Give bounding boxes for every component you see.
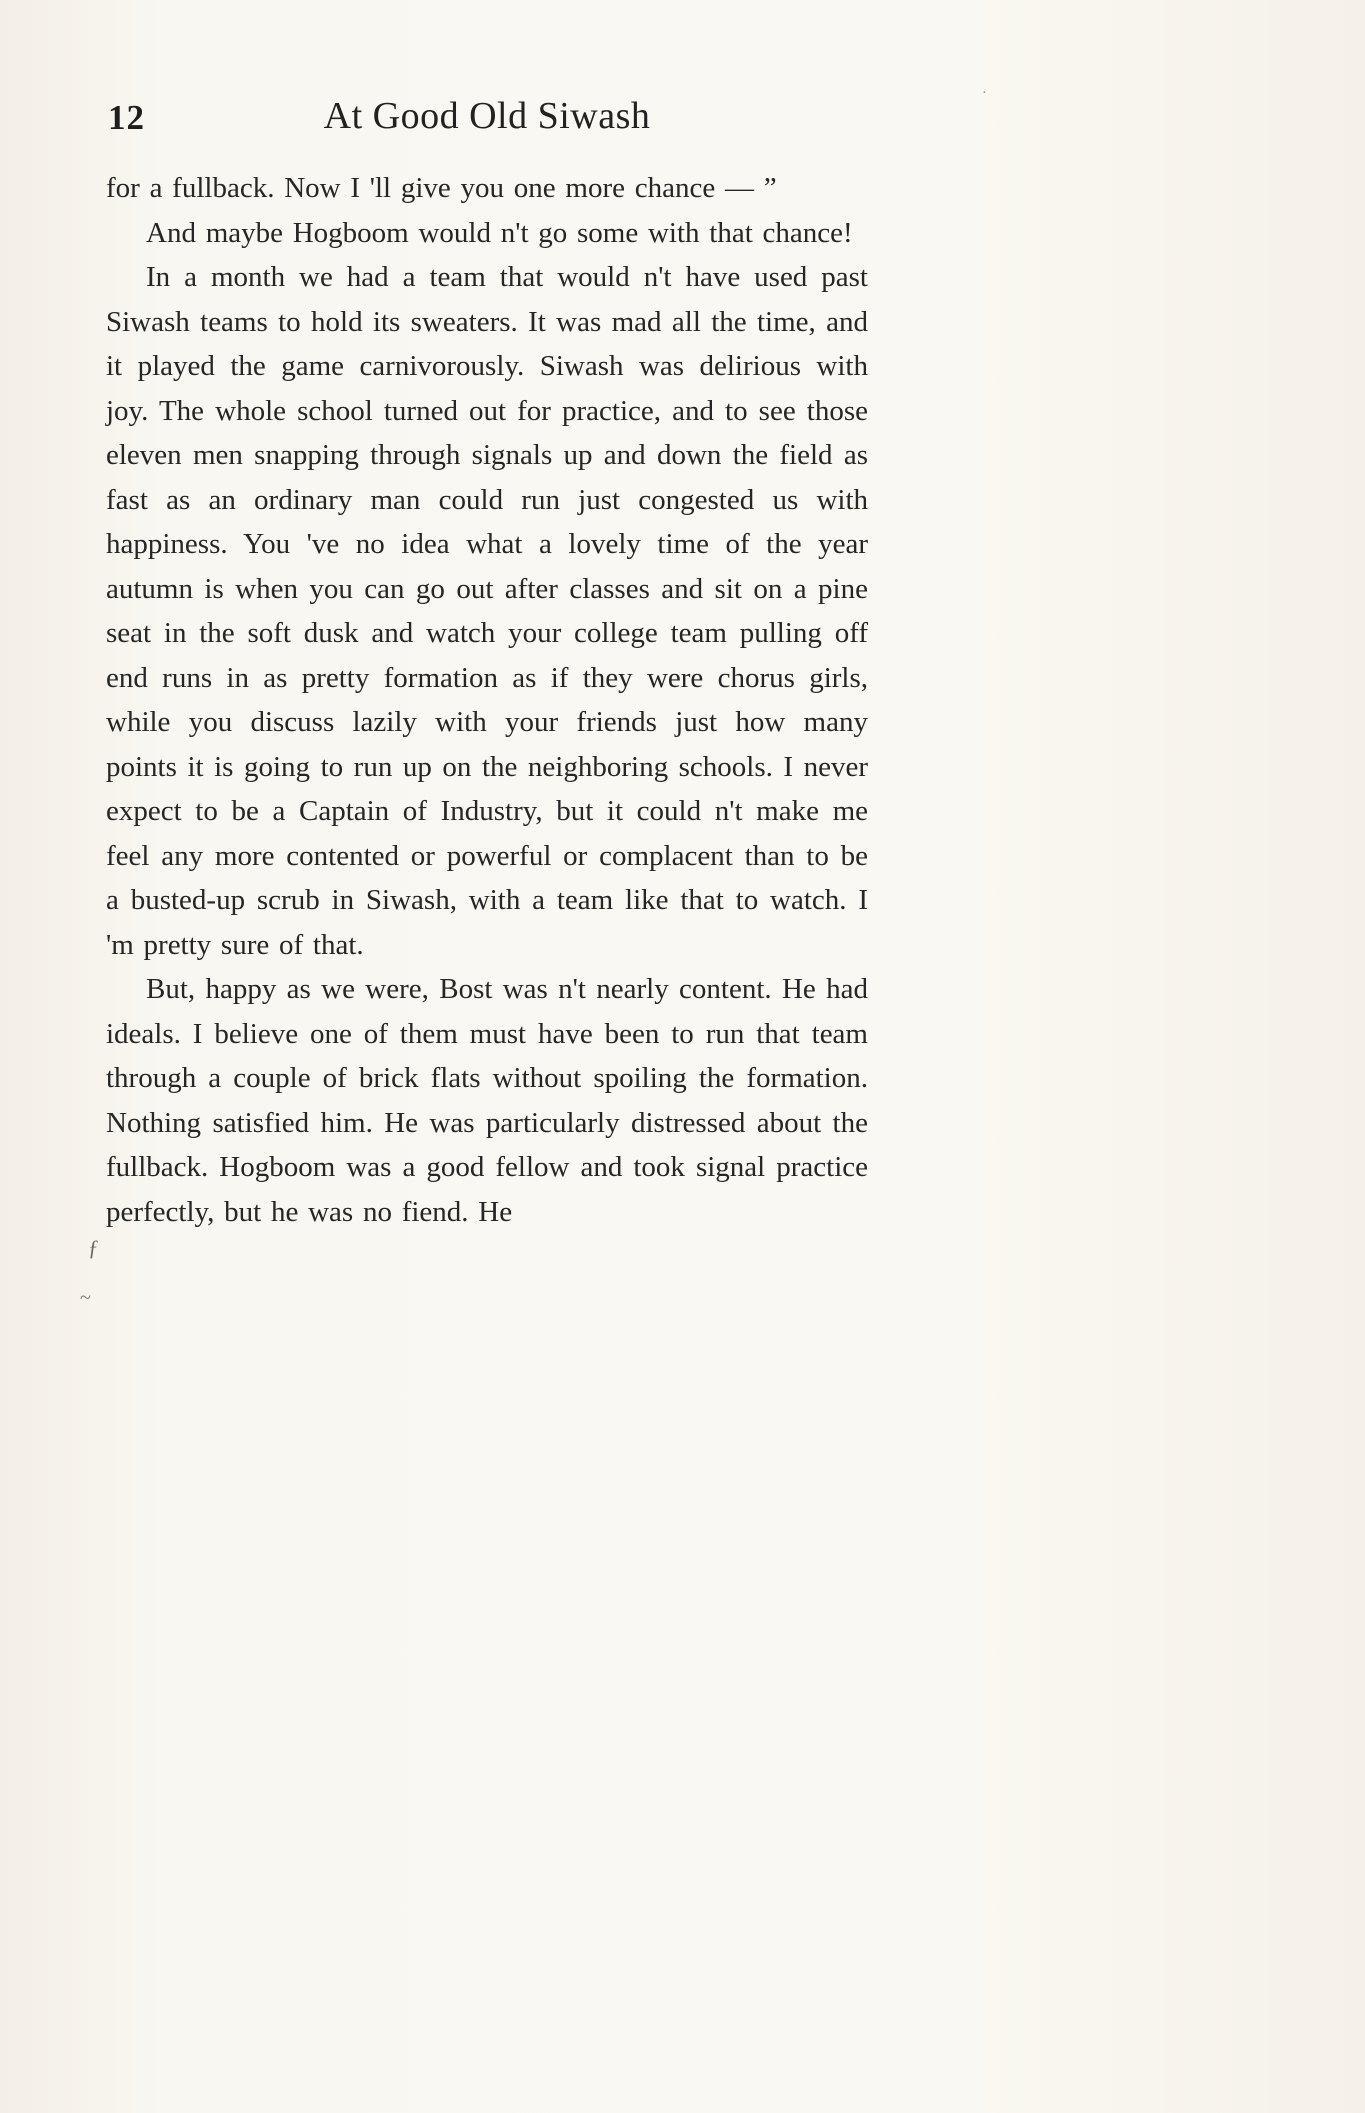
running-title: At Good Old Siwash <box>323 95 651 137</box>
paragraph: for a fullback. Now I 'll give you one more chance — ” <box>106 172 777 204</box>
paragraph: And maybe Hogboom would n't go some with that chance! <box>146 216 853 249</box>
page-header <box>106 94 868 146</box>
scan-artifact-mark: · <box>982 86 987 101</box>
page-number: 12 <box>108 98 145 137</box>
paragraph: In a month we had a team that would n't have used past Siwash teams to hold its sweaters. It was mad all the time, and it played the game carnivorously. Siwash was delirious with joy. The whole school turned out for practice, and to see those eleven men snapping through signals up and down the field as fast as an ordinary man could run just congested us with happiness. You 've no idea what a lovely time of the year autumn is when you can go out after classes and sit on a pine seat in the soft dusk and watch your college team pulling off end runs in as pretty formation as if they were chorus girls, while you discuss lazily with your friends just how many points it is going to run up on the neighboring schools. I never expect to be a Captain of Industry, but it could n't make me feel any more contented or powerful or complacent than to be a busted-up scrub in Siwash, with a team like that to watch. I 'm pretty sure of that. <box>106 261 868 961</box>
scan-artifact-mark: ƒ <box>88 1235 99 1260</box>
scan-artifact-mark: ~ <box>80 1287 91 1309</box>
paragraph: But, happy as we were, Bost was n't nearly content. He had ideals. I believe one of them must have been to run that team through a couple of brick flats without spoiling the formation. Nothing satisfied him. He was particularly distressed about the fullback. Hogboom was a good fellow and took signal practice perfectly, but he was no fiend. He <box>106 973 868 1228</box>
page-text <box>106 166 868 1234</box>
